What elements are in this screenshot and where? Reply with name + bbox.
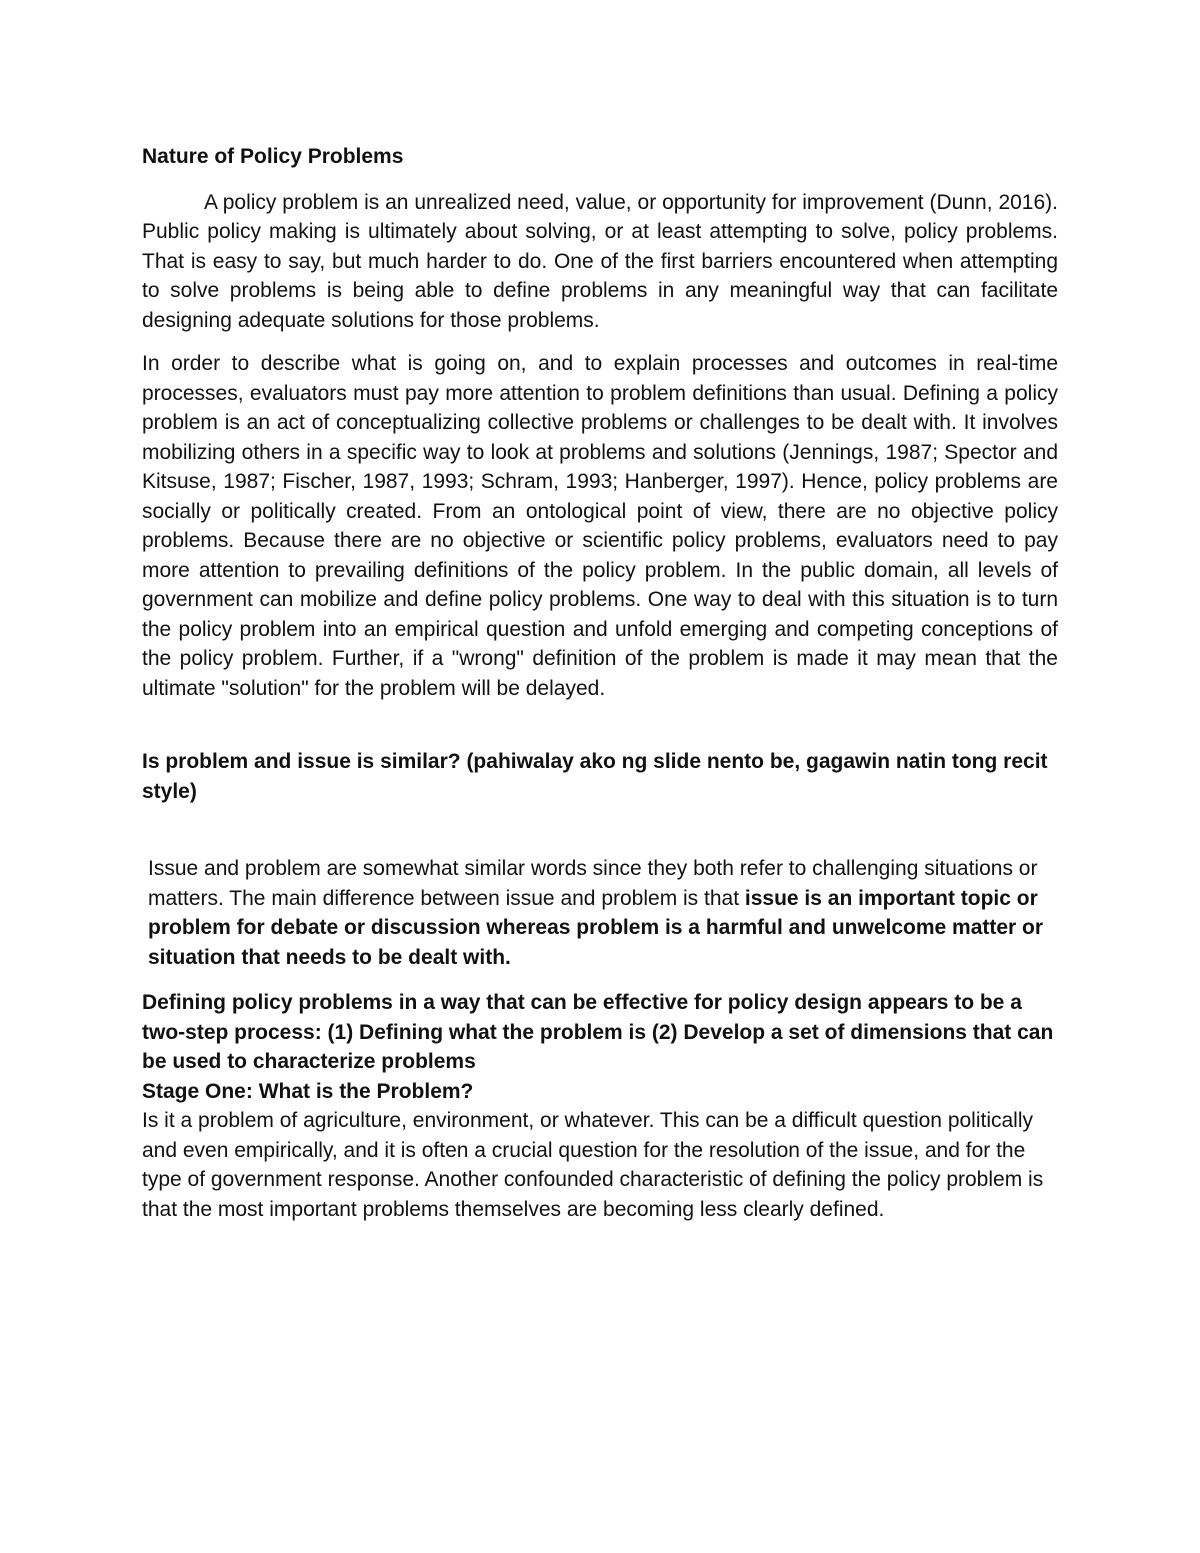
question-heading: Is problem and issue is similar? (pahiwalay ako ng slide nento be, gagawin natin tong recit style) (142, 750, 1048, 803)
answer-bold-text: issue is an important topic or problem for debate or discussion whereas problem is a harmful and unwelcome matter or situation that needs to be dealt with. (148, 886, 1044, 969)
document-page (142, 142, 1058, 1224)
defining-policy-problems-heading: Defining policy problems in a way that can be effective for policy design appears to be a two-step process: (1) Defining what the problem is (2) Develop a set of dimensions that can be used to characterize problems (142, 991, 1054, 1073)
paragraph-issue-vs-problem (142, 854, 1058, 972)
paragraph-policy-problem-definition: A policy problem is an unrealized need, value, or opportunity for improvement (Dunn, 2016). Public policy making is ultimately about solving, or at least attempting to solve, policy problems. That is easy to say, but much harder to do. One of the first barriers encountered when attempting to solve problems is being able to define problems in any meaningful way that can facilitate designing adequate solutions for those problems. (142, 190, 1058, 332)
answer-plain-text: Issue and problem are somewhat similar words since they both refer to challenging situations or matters. The main difference between issue and problem is that (148, 857, 1038, 910)
document-title: Nature of Policy Problems (142, 145, 404, 168)
stage-one-heading: Stage One: What is the Problem? (142, 1079, 474, 1103)
paragraph-stage-one: Is it a problem of agriculture, environment, or whatever. This can be a difficult question politically and even empirically, and it is often a crucial question for the resolution of the issue, and for the type of government response. Another confounded characteristic of defining the policy problem is that the most important problems themselves are becoming less clearly defined. (142, 1109, 1044, 1221)
paragraph-defining-policy-problem: In order to describe what is going on, and to explain processes and outcomes in real-time processes, evaluators must pay more attention to problem definitions than usual. Defining a policy problem is an act of conceptualizing collective problems or challenges to be dealt with. It involves mobilizing others in a specific way to look at problems and solutions (Jennings, 1987; Spector and Kitsuse, 1987; Fischer, 1987, 1993; Schram, 1993; Hanberger, 1997). Hence, policy problems are socially or politically created. From an ontological point of view, there are no objective policy problems. Because there are no objective or scientific policy problems, evaluators need to pay more attention to prevailing definitions of the policy problem. In the public domain, all levels of government can mobilize and define policy problems. One way to deal with this situation is to turn the policy problem into an empirical question and unfold emerging and competing conceptions of the policy problem. Further, if a "wrong" definition of the problem is made it may mean that the ultimate "solution" for the problem will be delayed. (142, 352, 1058, 700)
